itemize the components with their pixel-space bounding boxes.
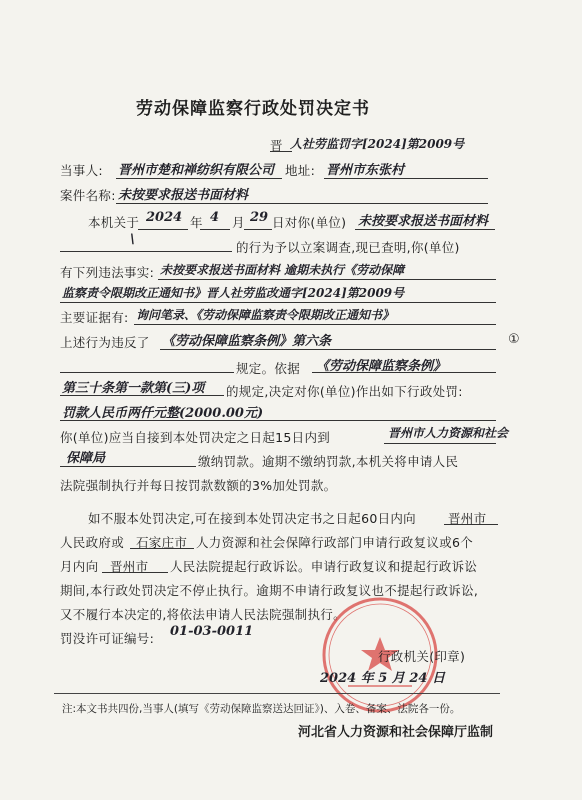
para1-handwritten: 未按要求报送书面材料 xyxy=(358,214,489,229)
pay-line-3: 法院强制执行并每日按罚款数额的3%加处罚款。 xyxy=(60,478,337,493)
party-label: 当事人: xyxy=(60,163,103,178)
violated-label: 上述行为违反了 xyxy=(60,335,150,350)
agency-sign: 行政机关(印章) xyxy=(378,649,466,664)
date-year: 2024 xyxy=(146,210,183,225)
para1-tail: 的行为予以立案调查,现已查明,你(单位) xyxy=(236,240,460,255)
para1-slash: \ xyxy=(130,232,135,247)
evidence-value: 询问笔录、《劳动保障监察责令限期改正通知书》 xyxy=(136,308,395,322)
violated-value: 《劳动保障监察条例》第六条 xyxy=(162,334,332,349)
penalty-value: 罚款人民币两仟元整(2000.00元) xyxy=(62,406,264,421)
decision-tail: 的规定,决定对你(单位)作出如下行政处罚: xyxy=(226,384,463,399)
month-label: 月 xyxy=(232,215,245,230)
appeal-line-1: 如不服本处罚决定,可在接到本处罚决定书之日起60日内向 xyxy=(88,511,416,526)
appeal-province-city: 石家庄市 xyxy=(136,535,188,550)
pay-line-1: 你(单位)应当自接到本处罚决定之日起15日内到 xyxy=(60,430,331,445)
sign-date: 2024 年 5 月 24 日 xyxy=(320,671,445,686)
license-value: 01-03-0011 xyxy=(170,624,254,639)
appeal-line-2a: 人民政府或 xyxy=(60,535,125,550)
address-value: 晋州市东张村 xyxy=(326,163,405,178)
facts-line-2: 监察责令限期改正通知书》晋人社劳监改通字[2024]第2009号 xyxy=(62,286,405,300)
address-label: 地址: xyxy=(285,163,316,178)
date-day: 29 xyxy=(250,210,269,225)
appeal-line-4: 期间,本行政处罚决定不停止执行。逾期不申请行政复议也不提起行政诉讼, xyxy=(60,583,479,598)
article-value: 第三十条第一款第(三)项 xyxy=(62,381,205,396)
para1-prefix: 本机关于 xyxy=(88,215,140,230)
appeal-court-city: 晋州市 xyxy=(110,559,149,574)
pay-place-1: 晋州市人力资源和社会 xyxy=(388,426,509,440)
circled-marker: ① xyxy=(508,332,520,347)
facts-line-1: 未按要求报送书面材料 逾期未执行《劳动保障 xyxy=(160,263,405,277)
case-label: 案件名称: xyxy=(60,188,116,203)
appeal-line-2b: 人力资源和社会保障行政部门申请行政复议或6个 xyxy=(196,535,474,550)
rule-value: 《劳动保障监察条例》 xyxy=(316,359,447,374)
year-label: 年 xyxy=(190,215,203,230)
license-label: 罚没许可证编号: xyxy=(60,631,155,646)
document-title: 劳动保障监察行政处罚决定书 xyxy=(136,99,370,119)
case-name: 未按要求报送书面材料 xyxy=(118,188,249,203)
rule-label: 规定。依据 xyxy=(236,361,301,376)
pay-place-2: 保障局 xyxy=(66,451,106,466)
doc-number-prefix: 晋 xyxy=(270,138,283,153)
footer-note: 注:本文书共四份,当事人(填写《劳动保障监察送达回证》)、入卷、备案、法院各一份。 xyxy=(62,703,461,715)
appeal-line-5: 又不履行本决定的,将依法申请人民法院强制执行。 xyxy=(60,607,346,622)
party-name: 晋州市楚和禅纺织有限公司 xyxy=(118,163,275,178)
doc-number: 人社劳监罚字[2024]第2009号 xyxy=(290,137,465,151)
pay-line-2: 缴纳罚款。逾期不缴纳罚款,本机关将申请人民 xyxy=(198,454,459,469)
para1-mid: 日对你(单位) xyxy=(272,215,347,230)
issuer: 河北省人力资源和社会保障厅监制 xyxy=(298,725,494,740)
date-month: 4 xyxy=(210,210,220,225)
facts-label: 有下列违法事实: xyxy=(60,265,155,280)
appeal-city: 晋州市 xyxy=(448,511,487,526)
appeal-line-3b: 人民法院提起行政诉讼。申请行政复议和提起行政诉讼 xyxy=(170,559,478,574)
evidence-label: 主要证据有: xyxy=(60,310,129,325)
appeal-line-3a: 月内向 xyxy=(60,559,99,574)
